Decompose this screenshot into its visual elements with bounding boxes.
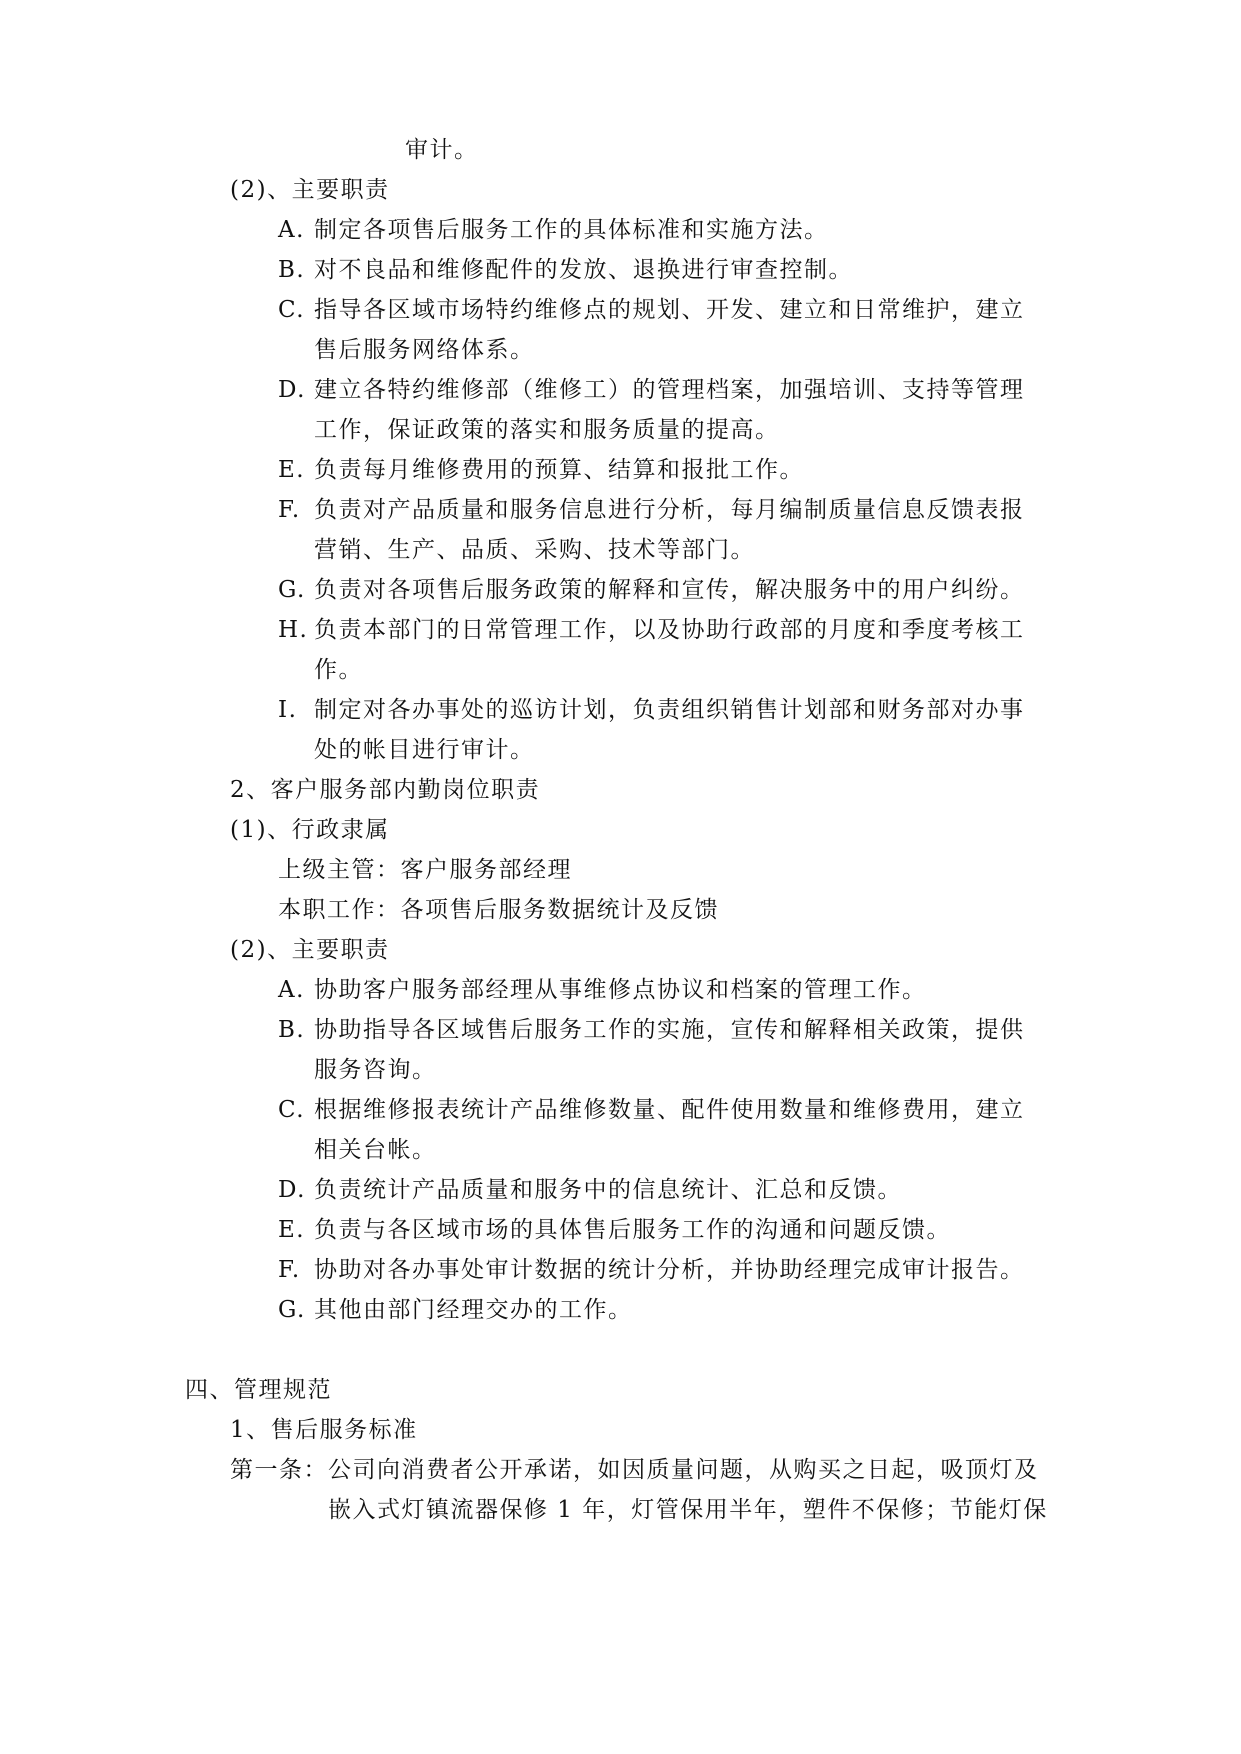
item-marker: F. (278, 497, 301, 523)
item-marker: H. (278, 617, 309, 643)
item-marker: D. (278, 377, 306, 403)
list-item (278, 1010, 1025, 1050)
item-text: 对不良品和维修配件的发放、退换进行审查控制。 (314, 257, 853, 283)
superior-line: 上级主管：客户服务部经理 (278, 857, 572, 883)
list-item (278, 690, 1025, 730)
item-text: 负责对产品质量和服务信息进行分析，每月编制质量信息反馈表报 (314, 497, 1025, 523)
item-text: 负责对各项售后服务政策的解释和宣传，解决服务中的用户纠纷。 (314, 577, 1025, 603)
item-marker: D. (278, 1177, 306, 1203)
item-marker: E. (278, 1217, 306, 1243)
item-text: 负责与各区域市场的具体售后服务工作的沟通和问题反馈。 (314, 1217, 951, 1243)
item-text: 负责每月维修费用的预算、结算和报批工作。 (314, 457, 804, 483)
item-marker: C. (278, 1097, 306, 1123)
list-item (278, 970, 927, 1010)
item-marker: A. (278, 217, 305, 243)
admin-heading: (1)、行政隶属 (230, 817, 390, 843)
item-text: 制定各项售后服务工作的具体标准和实施方法。 (314, 217, 829, 243)
item-text: 根据维修报表统计产品维修数量、配件使用数量和维修费用，建立 (314, 1097, 1025, 1123)
article-label: 第一条： (230, 1457, 328, 1483)
list-item (278, 610, 1025, 650)
list-item (278, 290, 1025, 330)
item-marker: B. (278, 1017, 306, 1043)
item-text: 协助客户服务部经理从事维修点协议和档案的管理工作。 (314, 977, 927, 1003)
list-item (278, 250, 853, 290)
item-marker: F. (278, 1257, 301, 1283)
item-marker: A. (278, 977, 305, 1003)
item-text: 制定对各办事处的巡访计划，负责组织销售计划部和财务部对办事 (314, 697, 1025, 723)
duties-heading: (2)、主要职责 (230, 177, 390, 203)
item-text-continued: 作。 (314, 657, 363, 683)
article-text: 公司向消费者公开承诺，如因质量问题，从购买之日起，吸顶灯及 (328, 1457, 1039, 1483)
list-item (278, 370, 1025, 410)
list-item (278, 1250, 1025, 1290)
item-text-continued: 相关台帐。 (314, 1137, 437, 1163)
item-text: 协助对各办事处审计数据的统计分析，并协助经理完成审计报告。 (314, 1257, 1025, 1283)
list-item (278, 1290, 633, 1330)
item-text-continued: 服务咨询。 (314, 1057, 437, 1083)
list-item (278, 1210, 951, 1250)
continued-text: 审计。 (405, 137, 479, 163)
item-text-continued: 处的帐目进行审计。 (314, 737, 535, 763)
item-marker: G. (278, 1297, 306, 1323)
article-text-continued: 嵌入式灯镇流器保修 1 年，灯管保用半年，塑件不保修；节能灯保 (328, 1497, 1048, 1523)
list-item (278, 490, 1025, 530)
list-item (278, 570, 1025, 610)
item-text: 其他由部门经理交办的工作。 (314, 1297, 633, 1323)
item-text: 指导各区域市场特约维修点的规划、开发、建立和日常维护，建立 (314, 297, 1025, 323)
item-marker: G. (278, 577, 306, 603)
list-item (278, 210, 829, 250)
item-marker: B. (278, 257, 306, 283)
item-text: 负责本部门的日常管理工作，以及协助行政部的月度和季度考核工 (314, 617, 1025, 643)
subsection-heading: 1、售后服务标准 (230, 1417, 418, 1443)
chapter-heading: 四、管理规范 (185, 1377, 332, 1403)
item-text-continued: 工作，保证政策的落实和服务质量的提高。 (314, 417, 780, 443)
item-text: 负责统计产品质量和服务中的信息统计、汇总和反馈。 (314, 1177, 902, 1203)
item-marker: C. (278, 297, 306, 323)
job-line: 本职工作：各项售后服务数据统计及反馈 (278, 897, 719, 923)
item-text-continued: 营销、生产、品质、采购、技术等部门。 (314, 537, 755, 563)
duties-heading: (2)、主要职责 (230, 937, 390, 963)
list-item (278, 450, 804, 490)
item-text: 建立各特约维修部（维修工）的管理档案，加强培训、支持等管理 (314, 377, 1025, 403)
list-item (278, 1170, 902, 1210)
item-text: 协助指导各区域售后服务工作的实施，宣传和解释相关政策，提供 (314, 1017, 1025, 1043)
article-line (230, 1450, 1039, 1490)
section-heading: 2、客户服务部内勤岗位职责 (230, 777, 541, 803)
list-item (278, 1090, 1025, 1130)
item-marker: E. (278, 457, 306, 483)
item-marker: I. (278, 697, 298, 723)
item-text-continued: 售后服务网络体系。 (314, 337, 535, 363)
